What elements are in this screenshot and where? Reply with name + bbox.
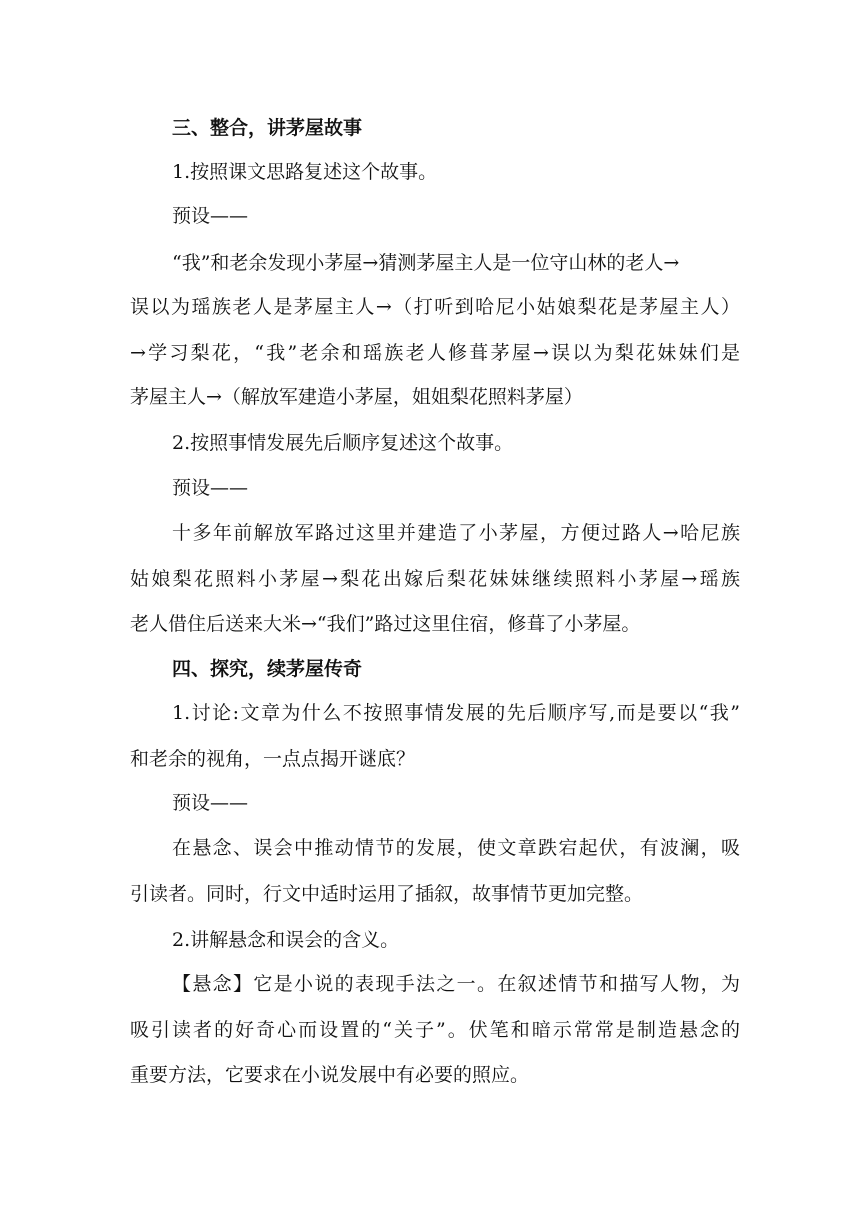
definition-line: 重要方法，它要求在小说发展中有必要的照应。	[130, 1064, 530, 1086]
preset-label: 预设——	[172, 477, 249, 499]
paragraph-line: 引读者。同时，行文中适时运用了插叙，故事情节更加完整。	[130, 883, 644, 905]
paragraph-line: “我”和老余发现小茅屋→猜测茅屋主人是一位守山林的老人→	[172, 252, 680, 274]
paragraph-line: 在悬念、误会中推动情节的发展，使文章跌宕起伏，有波澜，吸	[172, 837, 740, 859]
section-heading: 三、整合，讲茅屋故事	[172, 117, 363, 139]
question-text: 1.按照课文思路复述这个故事。	[172, 161, 438, 183]
paragraph-line: 十多年前解放军路过这里并建造了小茅屋，方便过路人→哈尼族	[172, 522, 740, 544]
question-text: 2.讲解悬念和误会的含义。	[172, 929, 400, 951]
preset-label: 预设——	[172, 792, 249, 814]
paragraph-line: 老人借住后送来大米→“我们”路过这里住宿，修葺了小茅屋。	[130, 613, 641, 635]
definition-line: 【悬念】它是小说的表现手法之一。在叙述情节和描写人物，为	[172, 973, 740, 995]
section-heading: 四、探究，续茅屋传奇	[172, 658, 363, 680]
question-text: 和老余的视角，一点点揭开谜底？	[130, 748, 416, 770]
paragraph-line: 姑娘梨花照料小茅屋→梨花出嫁后梨花妹妹继续照料小茅屋→瑶族	[130, 568, 740, 590]
question-text: 1.讨论:文章为什么不按照事情发展的先后顺序写,而是要以“我”	[172, 702, 740, 724]
paragraph-line: 误以为瑶族老人是茅屋主人→（打听到哈尼小姑娘梨花是茅屋主人）	[130, 296, 740, 318]
preset-label: 预设——	[172, 205, 249, 227]
definition-line: 吸引读者的好奇心而设置的“关子”。伏笔和暗示常常是制造悬念的	[130, 1019, 740, 1041]
question-text: 2.按照事情发展先后顺序复述这个故事。	[172, 432, 514, 454]
paragraph-line: →学习梨花，“我”老余和瑶族老人修葺茅屋→误以为梨花妹妹们是	[130, 342, 740, 364]
paragraph-line: 茅屋主人→（解放军建造小茅屋，姐姐梨花照料茅屋）	[130, 386, 583, 408]
